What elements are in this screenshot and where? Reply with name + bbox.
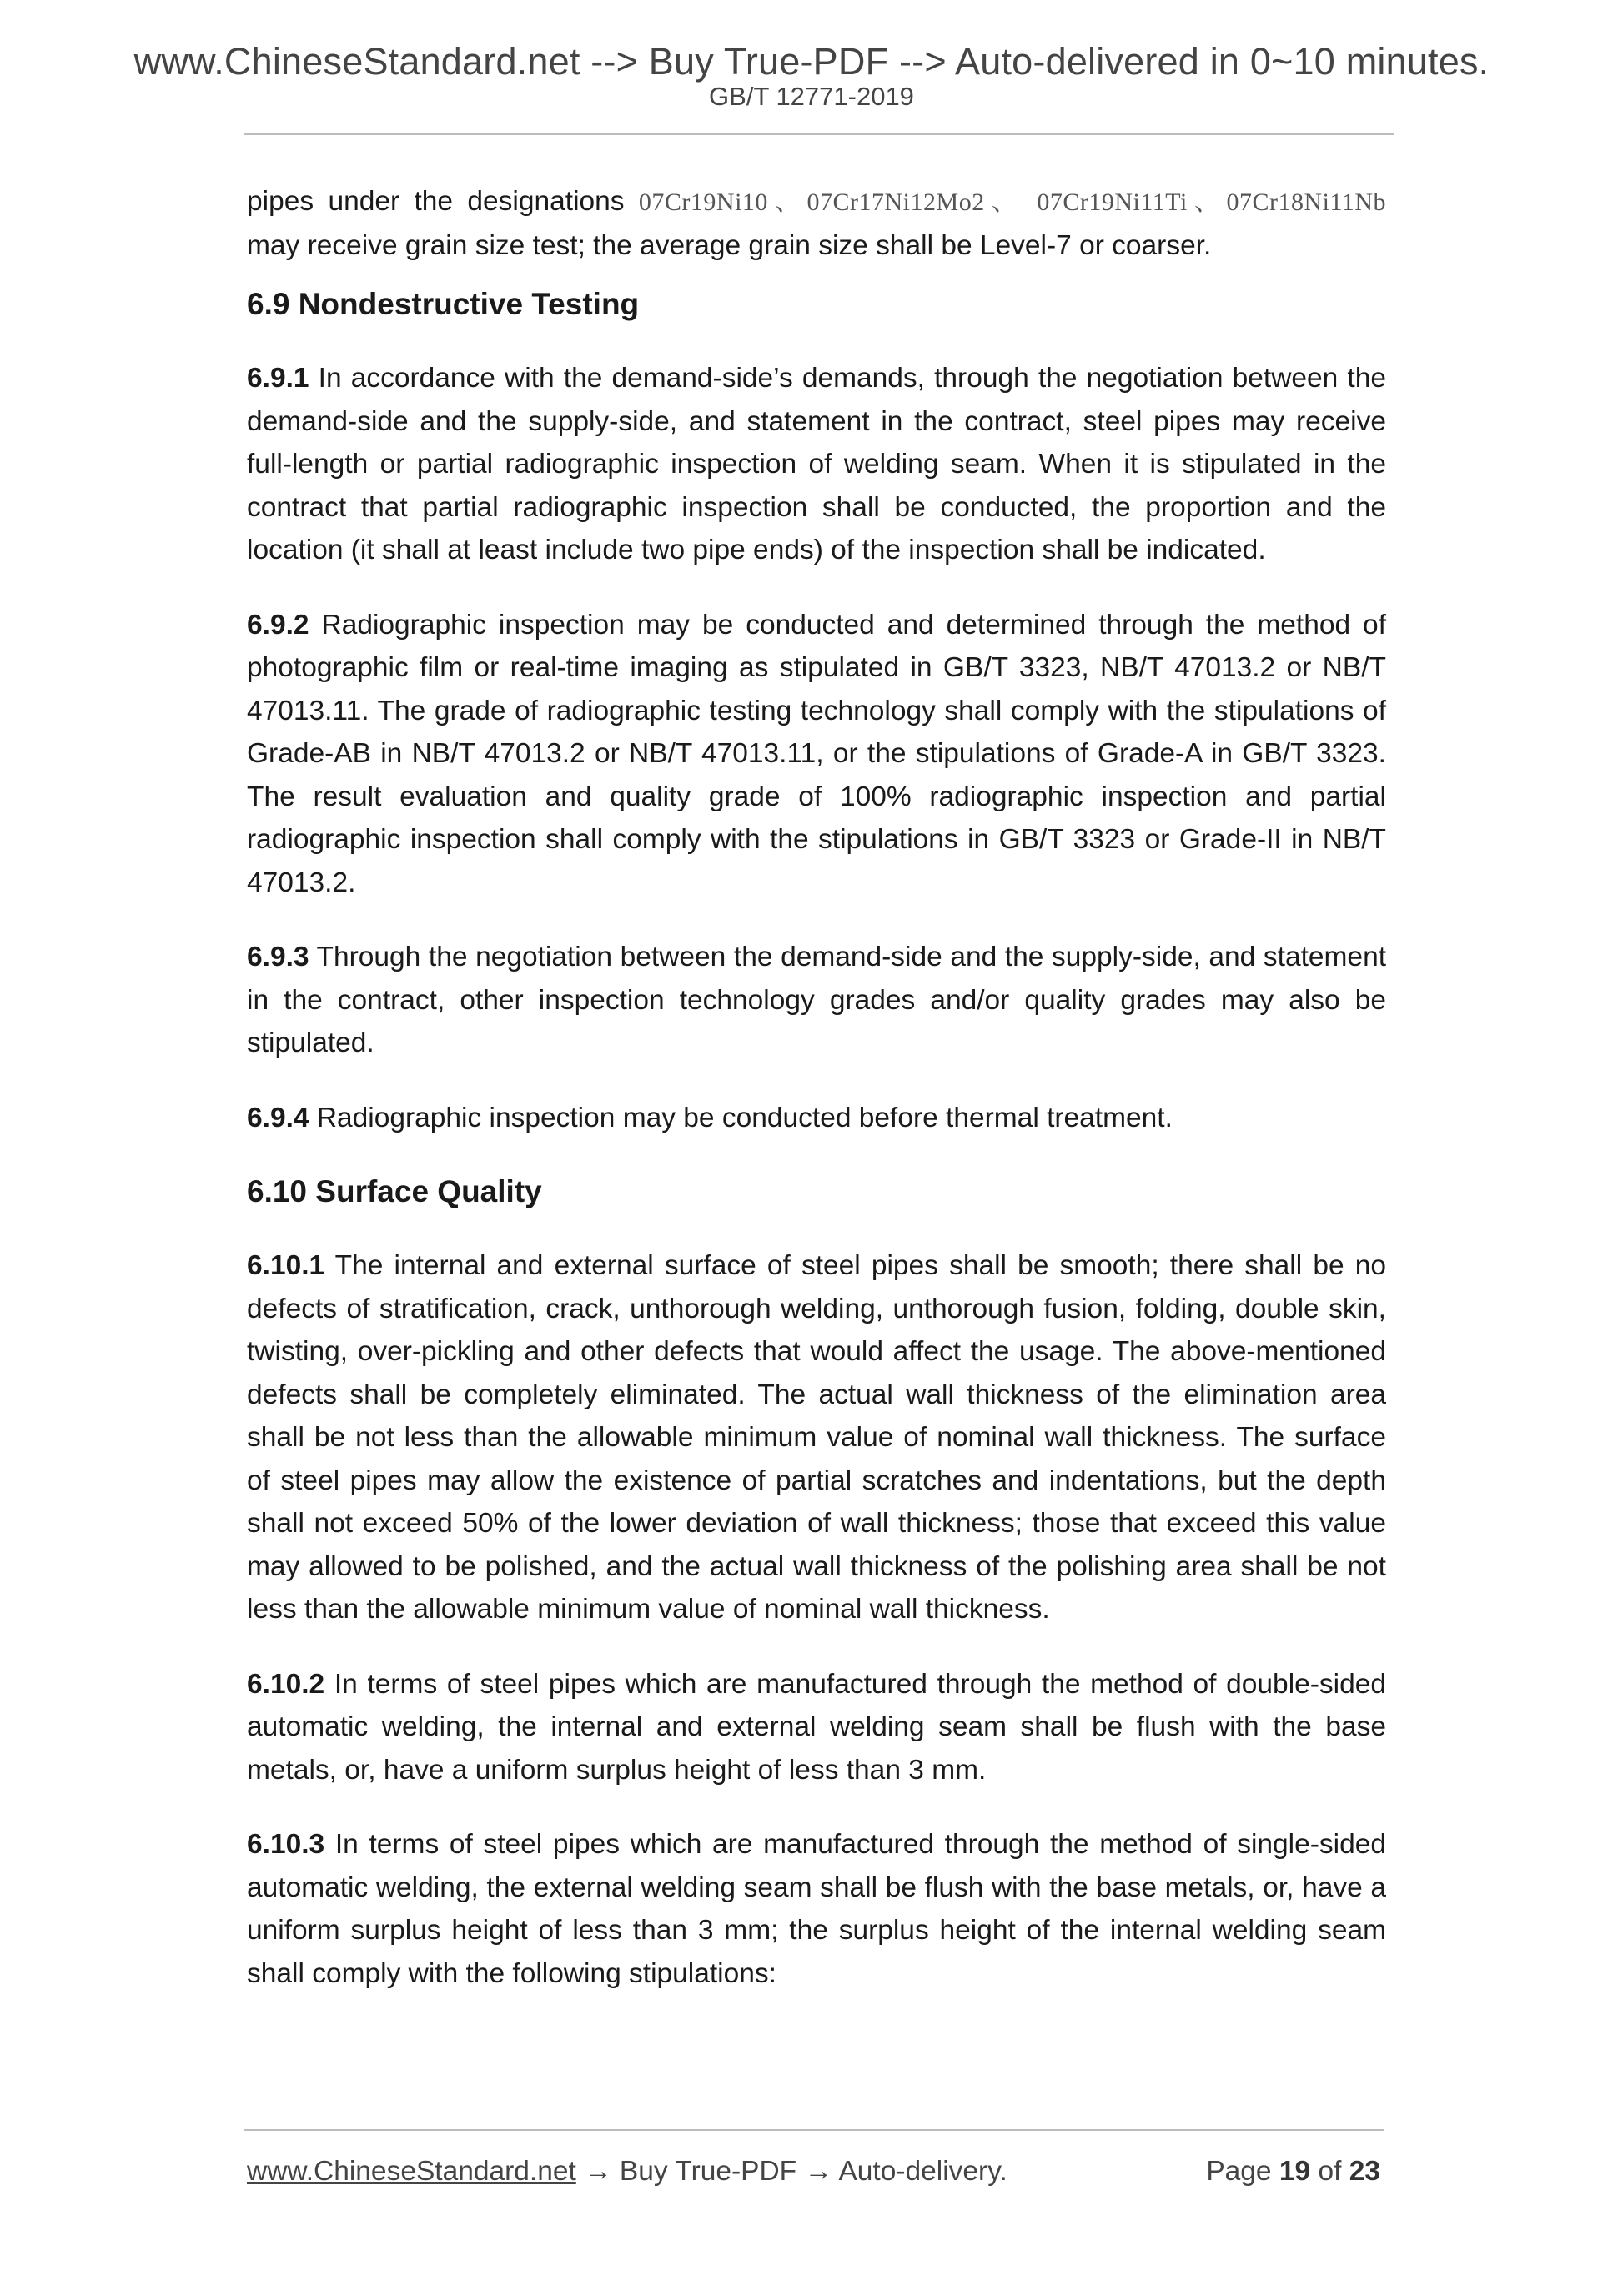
footer-divider	[244, 2129, 1384, 2131]
header-divider	[244, 133, 1394, 135]
standard-number: GB/T 12771-2019	[709, 82, 914, 111]
arrow-icon: →	[584, 2156, 612, 2187]
total-pages-number: 23	[1349, 2156, 1380, 2187]
header-banner: www.ChineseStandard.net --> Buy True-PDF --> Auto-delivered in 0~10 minutes.	[133, 40, 1490, 83]
clause-number: 6.10.1	[247, 1250, 325, 1281]
of-label: of	[1318, 2156, 1342, 2187]
intro-paragraph	[247, 180, 1386, 267]
clause-number: 6.9.3	[247, 942, 309, 972]
arrow-icon: →	[804, 2156, 832, 2187]
clause-number: 6.9.4	[247, 1102, 309, 1133]
clause-6-10-3	[247, 1823, 1386, 1995]
footer-buy-text: Buy True-PDF	[619, 2156, 797, 2187]
section-heading-6-9: 6.9 Nondestructive Testing	[247, 287, 640, 321]
clause-text: Through the negotiation between the demand-side and the supply-side, and statement in the contract, other inspection technology grades and/or quality grades may also be stipulated.	[247, 942, 1387, 1058]
section-heading-6-10: 6.10 Surface Quality	[247, 1174, 542, 1208]
clause-6-9-1	[247, 357, 1386, 572]
page-label: Page	[1206, 2156, 1272, 2187]
steel-grades: 07Cr19Ni10、07Cr17Ni12Mo2、 07Cr19Ni11Ti、07Cr18Ni11Nb	[638, 188, 1387, 216]
clause-6-9-2	[247, 604, 1386, 905]
clause-text: In terms of steel pipes which are manufactured through the method of single-sided automatic welding, the external welding seam shall be flush with the base metals, or, have a uniform surplus height of less than 3 mm; the surplus height of the internal welding seam shall comply with the following stipulations:	[247, 1829, 1386, 1989]
document-body	[247, 180, 1386, 2027]
intro-text-continued: may receive grain size test; the average grain size shall be Level-7 or coarser.	[247, 229, 1212, 261]
clause-text: In accordance with the demand-side’s demands, through the negotiation between the demand-side and the supply-side, and statement in the contract, steel pipes may receive full-length or partial radiographic inspection of welding seam. When it is stipulated in the contract that partial radiographic inspection shall be conducted, the proportion and the location (it shall at least include two pipe ends) of the inspection shall be indicated.	[247, 363, 1386, 565]
page-indicator	[1206, 2156, 1380, 2188]
clause-6-10-2	[247, 1663, 1386, 1792]
current-page-number: 19	[1279, 2156, 1311, 2187]
clause-6-9-3	[247, 936, 1386, 1065]
clause-number: 6.10.2	[247, 1668, 325, 1700]
clause-6-10-1	[247, 1244, 1386, 1631]
clause-6-9-4	[247, 1097, 1386, 1140]
clause-number: 6.10.3	[247, 1829, 325, 1860]
intro-text: pipes under the designations	[247, 186, 625, 217]
clause-text: In terms of steel pipes which are manufactured through the method of double-sided automatic welding, the internal and external welding seam shall be flush with the base metals, or, have a uniform surplus height of less than 3 mm.	[247, 1668, 1387, 1786]
footer-site-link[interactable]: www.ChineseStandard.net	[247, 2156, 576, 2187]
clause-text: The internal and external surface of steel pipes shall be smooth; there shall be no defects of stratification, crack, unthorough welding, unthorough fusion, folding, double skin, twisting, over-pickling and other defects that would affect the usage. The above-mentioned defects shall be completely eliminated. The actual wall thickness of the elimination area shall be not less than the allowable minimum value of nominal wall thickness. The surface of steel pipes may allow the existence of partial scratches and indentations, but the depth shall not exceed 50% of the lower deviation of wall thickness; those that exceed this value may allowed to be polished, and the actual wall thickness of the polishing area shall be not less than the allowable minimum value of nominal wall thickness.	[247, 1250, 1386, 1625]
footer-delivery-text: Auto-delivery.	[838, 2156, 1007, 2187]
clause-text: Radiographic inspection may be conducted and determined through the method of photographic film or real-time imaging as stipulated in GB/T 3323, NB/T 47013.2 or NB/T 47013.11. The grade of radiographic testing technology shall comply with the stipulations of Grade-AB in NB/T 47013.2 or NB/T 47013.11, or the stipulations of Grade-A in GB/T 3323. The result evaluation and quality grade of 100% radiographic inspection and partial radiographic inspection shall comply with the stipulations in GB/T 3323 or Grade-II in NB/T 47013.2.	[247, 609, 1386, 898]
footer-promo	[247, 2156, 1007, 2188]
clause-number: 6.9.2	[247, 609, 309, 641]
clause-text: Radiographic inspection may be conducted before thermal treatment.	[316, 1102, 1173, 1133]
clause-number: 6.9.1	[247, 363, 309, 394]
